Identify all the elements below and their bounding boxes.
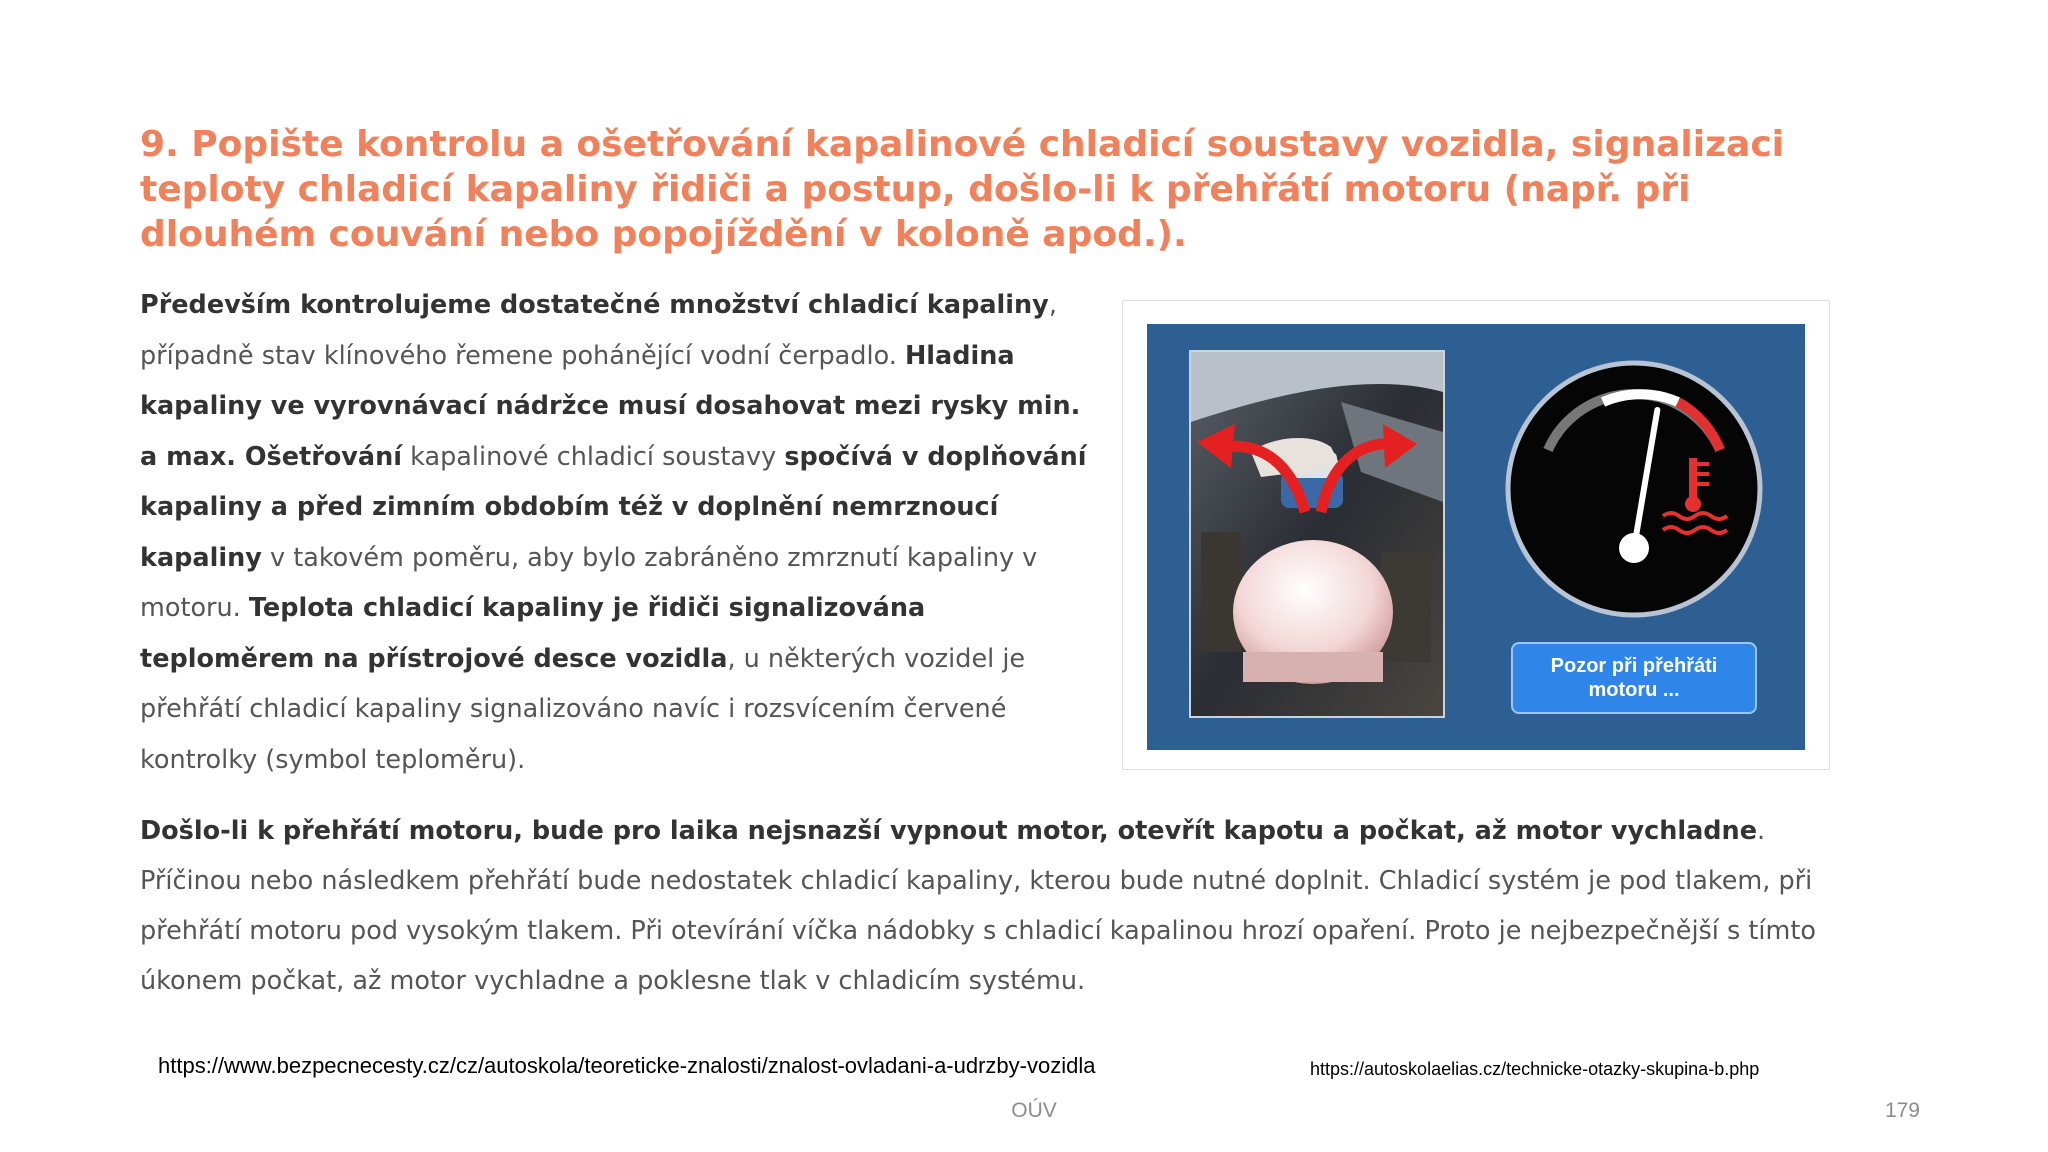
source-link-left[interactable]: https://www.bezpecnecesty.cz/cz/autoskola/teoreticke-znalosti/znalost-ovladani-a-udrzby-vozidla xyxy=(158,1053,1096,1078)
overheating-paragraph xyxy=(140,806,1860,1006)
illustration-frame xyxy=(1122,300,1830,770)
page-title: 9. Popište kontrolu a ošetřování kapalinové chladicí soustavy vozidla, signalizaci teploty chladicí kapaliny řidiči a postup, došlo-li k přehřátí motoru (např. při dlouhém couvání nebo popojíždění v koloně apod.). xyxy=(140,124,1784,255)
intro-segment-1: , případně stav klínového řemene pohánějící vodní čerpadlo. xyxy=(140,290,1057,371)
para2-segment-0: Došlo-li k přehřátí motoru, bude pro laika nejsnazší vypnout motor, otevřít kapotu a počkat, až motor vychladne xyxy=(140,816,1758,846)
coolant-reservoir-icon xyxy=(1191,352,1443,716)
gauge-needle-hub xyxy=(1619,533,1649,563)
page-number: 179 xyxy=(1884,1099,1920,1122)
intro-segment-7: , u některých vozidel je přehřátí chladicí kapaliny signalizováno navíc i rozsvícením červené kontrolky (symbol teploměru). xyxy=(140,643,1026,775)
intro-segment-3: kapalinové chladicí soustavy xyxy=(402,441,785,472)
intro-segment-6: Teplota chladicí kapaliny je řidiči signalizována teploměrem na přístrojové desce vozidla xyxy=(140,593,926,674)
intro-segment-5: v takovém poměru, aby bylo zabráněno zmrznutí kapaliny v motoru. xyxy=(140,542,1038,623)
intro-segment-0: Především kontrolujeme dostatečné množství chladicí kapaliny xyxy=(140,290,1049,320)
overheat-warning-button[interactable]: Pozor při přehřáti motoru ... xyxy=(1511,642,1757,714)
illustration-background xyxy=(1147,324,1805,750)
footer-label: OÚV xyxy=(1011,1099,1057,1122)
para2-segment-1: . Příčinou nebo následkem přehřátí bude nedostatek chladicí kapaliny, kterou bude nutné doplnit. Chladicí systém je pod tlakem, při přehřátí motoru pod vysokým tlakem. Při otevírání víčka nádobky s chladicí kapalinou hrozí opaření. Proto je nejbezpečnější s tímto úkonem počkat, až motor vychladne a poklesne tlak v chladicím systému. xyxy=(140,816,1816,996)
intro-segment-4: spočívá v doplňování kapaliny a před zimním obdobím též v doplnění nemrznoucí kapaliny xyxy=(140,441,1087,573)
intro-paragraph xyxy=(140,280,1100,785)
intro-segment-2: Hladina kapaliny ve vyrovnávací nádržce musí dosahovat mezi rysky min. a max. Ošetřování xyxy=(140,340,1081,472)
coolant-reservoir-photo xyxy=(1189,350,1445,718)
temperature-gauge xyxy=(1503,358,1765,620)
source-link-right[interactable]: https://autoskolaelias.cz/technicke-otazky-skupina-b.php xyxy=(1310,1059,1760,1079)
